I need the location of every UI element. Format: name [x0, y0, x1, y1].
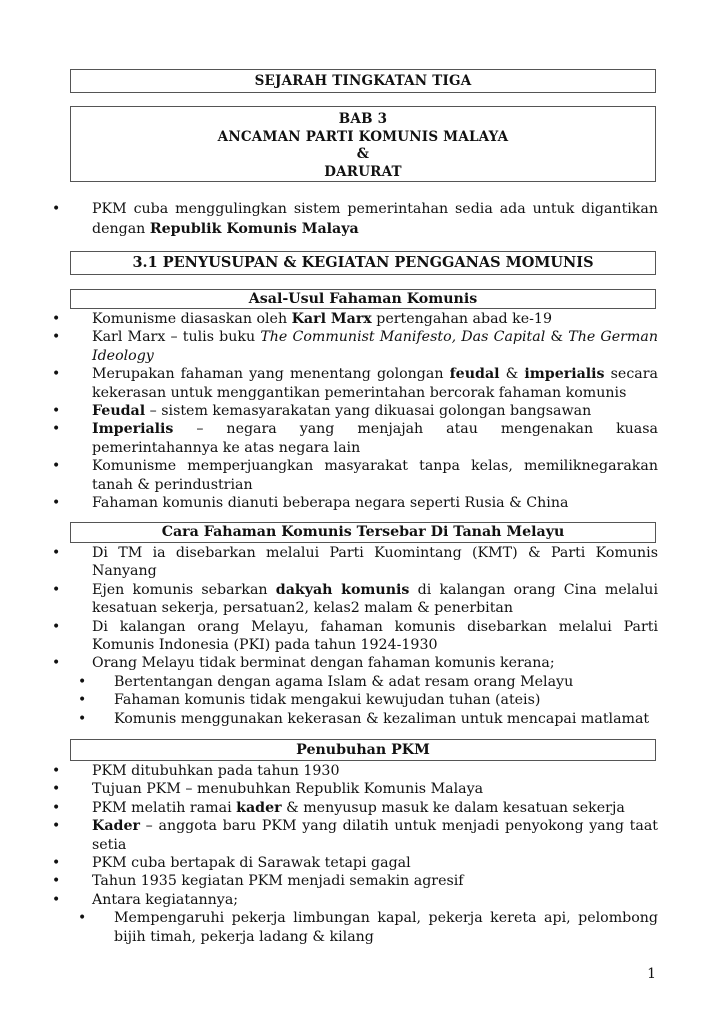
list-item: • Karl Marx – tulis buku The Communist Manifesto, Das Capital & The German Ideology — [50, 328, 658, 365]
list-item: • Komunisme memperjuangkan masyarakat tanpa kelas, memiliknegarakan tanah & perindustrian — [50, 457, 658, 494]
chapter-title: ANCAMAN PARTI KOMUNIS MALAYA — [217, 128, 509, 145]
subsection-header-penubuhan — [70, 739, 656, 761]
subsection-title: Asal-Usul Fahaman Komunis — [248, 291, 478, 307]
chapter-subtitle: DARURAT — [324, 163, 402, 180]
subsection-header-asal-usul — [70, 289, 656, 309]
list-item: • Merupakan fahaman yang menentang golongan feudal & imperialis secara kekerasan untuk menggantikan pemerintahan bercorak fahaman komunis — [50, 365, 658, 402]
cara-tersebar-list — [50, 544, 658, 728]
chapter-number: BAB 3 — [338, 111, 388, 127]
header-box — [70, 69, 656, 93]
list-item: • Orang Melayu tidak berminat dengan fahaman komunis kerana; — [50, 654, 658, 672]
subsection-title: Cara Fahaman Komunis Tersebar Di Tanah Melayu — [161, 524, 565, 540]
list-item: • Ejen komunis sebarkan dakyah komunis di kalangan orang Cina melalui kesatuan sekerja, persatuan2, kelas2 malam & penerbitan — [50, 581, 658, 618]
sub-list-item: • Mempengaruhi pekerja limbungan kapal, pekerja kereta api, pelombong bijih timah, pekerja ladang & kilang — [50, 909, 658, 946]
list-item: • Feudal – sistem kemasyarakatan yang dikuasai golongan bangsawan — [50, 402, 658, 420]
intro-list — [50, 199, 658, 239]
list-item: • PKM ditubuhkan pada tahun 1930 — [50, 762, 658, 780]
list-item: • Tujuan PKM – menubuhkan Republik Komunis Malaya — [50, 780, 658, 798]
list-item: • PKM cuba bertapak di Sarawak tetapi gagal — [50, 854, 658, 872]
list-item: • Imperialis – negara yang menjajah atau mengenakan kuasa pemerintahannya ke atas negara lain — [50, 420, 658, 457]
subsection-title: Penubuhan PKM — [296, 742, 430, 758]
list-item: • Di TM ia disebarkan melalui Parti Kuomintang (KMT) & Parti Komunis Nanyang — [50, 544, 658, 581]
sub-list-item: • Bertentangan dengan agama Islam & adat resam orang Melayu — [50, 673, 658, 691]
list-item: • Fahaman komunis dianuti beberapa negara seperti Rusia & China — [50, 494, 658, 512]
page-number: 1 — [647, 966, 656, 982]
asal-usul-list — [50, 310, 658, 512]
list-item: • Kader – anggota baru PKM yang dilatih untuk menjadi penyokong yang taat setia — [50, 817, 658, 854]
list-item: • PKM cuba menggulingkan sistem pemerintahan sedia ada untuk digantikan dengan Republik Komunis Malaya — [50, 199, 658, 239]
penubuhan-list — [50, 762, 658, 946]
document-title: SEJARAH TINGKATAN TIGA — [254, 73, 472, 89]
list-item: • Komunisme diasaskan oleh Karl Marx pertengahan abad ke-19 — [50, 310, 658, 328]
sub-list-item: • Fahaman komunis tidak mengakui kewujudan tuhan (ateis) — [50, 691, 658, 709]
chapter-box — [70, 106, 656, 182]
list-item: • PKM melatih ramai kader & menyusup masuk ke dalam kesatuan sekerja — [50, 799, 658, 817]
list-item: • Tahun 1935 kegiatan PKM menjadi semakin agresif — [50, 872, 658, 890]
sub-list-item: • Komunis menggunakan kekerasan & kezaliman untuk mencapai matlamat — [50, 710, 658, 728]
subsection-header-cara-tersebar — [70, 522, 656, 543]
chapter-ampersand: & — [356, 146, 370, 162]
section-title-box — [70, 251, 656, 275]
list-item: • Di kalangan orang Melayu, fahaman komunis disebarkan melalui Parti Komunis Indonesia (PKI) pada tahun 1924-1930 — [50, 618, 658, 655]
list-item: • Antara kegiatannya; — [50, 891, 658, 909]
section-title: 3.1 PENYUSUPAN & KEGIATAN PENGGANAS MOMUNIS — [132, 254, 594, 271]
